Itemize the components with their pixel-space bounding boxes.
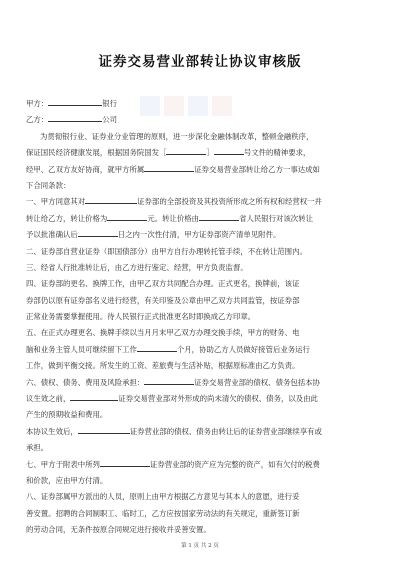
text-line-c8-1 [26,489,376,505]
blank-fill-line [100,458,150,467]
text-segment: 八、证券部属甲方派出的人员，原则上由甲方根据乙方意见与其本人的意愿，进行妥 [26,492,300,502]
text-segment: 议生效之前， [26,394,71,404]
text-segment: 证券交易营业部的债权、债务包括本协 [194,377,320,387]
text-segment: 善安置。招聘的合同制职工、临时工，乙方应按国家劳动法的有关规定，重新签订新 [26,508,300,518]
text-segment: 三、经省人行批准转让后，由乙方进行鉴定、经营，甲方负责监督。 [26,262,248,272]
text-line-c4-2 [26,293,376,309]
text-line-c7-1 [26,457,376,473]
text-segment: 承担。 [26,443,49,453]
text-segment: 七、甲方于附表中所列 [26,459,100,469]
text-line-party-b [26,112,376,128]
text-segment: 转让给乙方，转让价格为 [26,213,108,223]
text-line-c8-3 [26,522,376,538]
text-line-c1-3 [26,227,376,243]
blank-fill-line [78,425,130,434]
text-line-c6-3 [26,407,376,423]
text-line-c6-1 [26,375,376,391]
text-segment: 二、证券部自营业证券（即国债部分）由甲方自行办理转托管手续，不在转让范围内。 [26,246,307,256]
blank-fill-line [137,343,177,352]
text-segment: ］ [206,148,214,158]
text-line-p-intro-1 [26,129,376,145]
text-line-c6-5 [26,440,376,456]
blank-fill-line [199,212,239,221]
blank-fill-line [214,146,244,155]
text-segment: 公司 [102,115,117,125]
text-line-c1-2 [26,211,376,227]
text-segment: 甲方： [26,99,49,108]
text-segment: 为贯彻银行业、证券业分业管理的原则，进一步深化金融体制改革，整顿金融秩序， [40,131,314,141]
text-segment: 和价款，应由甲方付清。 [26,475,108,485]
text-line-c5-3 [26,358,376,374]
text-segment: 银行 [102,99,117,108]
text-segment: 一、甲方同意其对 [26,197,86,207]
document-title: 证券交易营业部转让协议审核版 [98,54,302,70]
text-segment: 证券营业部的资产应为完整的资产，如有欠付的税费 [149,459,320,469]
text-segment: 元。转让价格由 [147,213,200,223]
text-segment: 下合同条款： [26,180,71,190]
text-segment: 经甲、乙双方友好协商，就甲方所属 [26,164,145,174]
blank-fill-line [70,392,118,401]
text-segment: 券部仍以原有证券部名义进行经营，有关印鉴及公章由甲乙双方共同监管，按证券部 [26,295,300,305]
text-line-c4-1 [26,276,376,292]
text-segment: 保证国民经济健康发展，根据国务院国发［ [26,148,167,158]
text-segment: 证券营业部的债权、债务由转让后的证券营业部继续享有或 [129,426,322,436]
text-line-p-intro-4 [26,178,376,194]
text-segment: 号文件的精神要求， [243,148,311,158]
text-segment: 省人民银行对该次转让 [239,213,313,223]
text-segment: 日之内一次性付清，甲方证券部资产清单见附件。 [117,230,281,240]
text-line-c8-2 [26,506,376,522]
text-segment: 的劳动合同，无条件按原合同规定进行接收并妥善安置。 [26,525,211,535]
text-line-c7-2 [26,473,376,489]
text-line-c5-1 [26,325,376,341]
text-segment: 个月，协助乙方人员做好接管后业务运行 [176,344,310,354]
text-segment: 四、证券部的更名、换牌工作，由甲乙双方共同配合办理。正式更名，换牌前，该证 [26,279,300,289]
text-line-party-a [26,96,376,112]
blank-fill-line [107,212,147,221]
text-segment: 五、在正式办理更名、换牌手续以当月月末甲乙双方办理交换手续，甲方的财务、电 [26,328,300,338]
text-line-c1-1 [26,194,376,210]
text-segment: 六、债权、债务、费用及风险承担： [26,377,145,387]
text-segment: 产生的预期收益和费用。 [26,410,108,420]
text-line-c5-2 [26,342,376,358]
blank-fill-line [48,113,102,122]
text-segment: 本协议生效后， [26,426,78,436]
text-segment: 证券交易营业部转让给乙方一事达成如 [194,164,320,174]
text-line-c3 [26,260,376,276]
blank-fill-line [48,97,102,106]
text-segment: 予以批准确认后 [26,230,78,240]
text-segment: 工作，做到平衡交接。所发生的工资、差旅费与生活补贴，根据原标准由乙方负责。 [26,361,300,371]
blank-fill-line [144,376,194,385]
document-body [26,96,376,539]
text-segment: 正常业务需要掌握使用。待人民银行正式批准更名时即换成乙方印章。 [26,312,256,322]
text-line-p-intro-3 [26,162,376,178]
page-footer: 第 1 页 共 2 页 [181,543,219,549]
text-segment: 证券交易营业部对外形成的尚未清欠的债权、债务，以及由此 [118,394,318,404]
text-segment: 证券部的全部投资及其投资所形成之所有权和经营权一并 [137,197,322,207]
text-line-c6-2 [26,391,376,407]
text-line-p-intro-2 [26,145,376,161]
blank-fill-line [85,195,137,204]
text-segment: 脑和业务主管人员可继续留下工作 [26,344,137,354]
text-line-c6-4 [26,424,376,440]
blank-fill-line [78,228,118,237]
blank-fill-line [166,146,206,155]
blank-fill-line [144,163,194,172]
text-segment: 乙方： [26,115,49,125]
text-line-c4-3 [26,309,376,325]
text-line-c2 [26,244,376,260]
